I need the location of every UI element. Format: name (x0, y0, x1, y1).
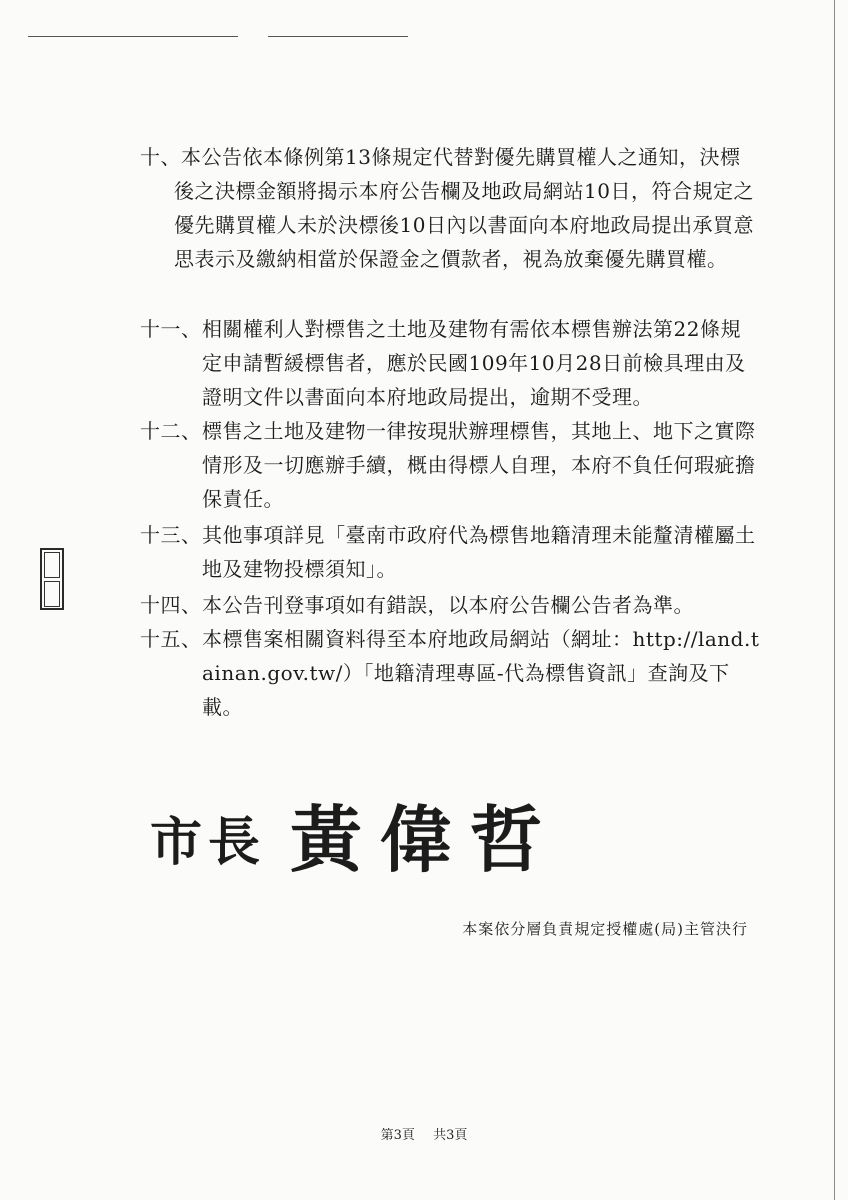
page-current: 第3頁 (380, 1128, 415, 1143)
clause-number: 十、 (140, 145, 181, 169)
clause-10 (140, 140, 760, 276)
seal-box-top (44, 552, 60, 578)
clause-text: 其他事項詳見「臺南市政府代為標售地籍清理未能釐清權屬土地及建物投標須知」。 (202, 523, 756, 581)
clause-number: 十二、 (140, 419, 202, 443)
top-rule-right (268, 36, 408, 37)
clause-11 (140, 312, 760, 414)
page-number (0, 1124, 848, 1143)
clause-15 (140, 622, 760, 724)
top-rule-left (28, 36, 238, 37)
mayor-title: 市長 (150, 812, 267, 873)
authorization-note: 本案依分層負責規定授權處(局)主管決行 (462, 920, 748, 938)
clause-12 (140, 414, 760, 516)
clause-number: 十五、 (140, 627, 202, 651)
clause-text: 本公告刊登事項如有錯誤，以本府公告欄公告者為準。 (202, 593, 694, 617)
page-edge-line (834, 0, 835, 1200)
clause-13 (140, 518, 760, 586)
clause-number: 十三、 (140, 523, 202, 547)
mayor-signature (150, 782, 570, 882)
seam-seal-stamp (40, 548, 64, 610)
clause-14 (140, 588, 760, 622)
clause-text: 相關權利人對標售之土地及建物有需依本標售辦法第22條規定申請暫緩標售者，應於民國109年10月28日前檢具理由及證明文件以書面向本府地政局提出，逾期不受理。 (202, 317, 746, 409)
clause-text: 本標售案相關資料得至本府地政局網站（網址：http://land.tainan.gov.tw/）「地籍清理專區-代為標售資訊」查詢及下載。 (202, 627, 760, 719)
mayor-name: 黃偉哲 (290, 797, 561, 882)
seal-box-bottom (44, 581, 60, 607)
page-total: 共3頁 (433, 1128, 468, 1143)
clause-text: 標售之土地及建物一律按現狀辦理標售，其地上、地下之實際情形及一切應辦手續，概由得標人自理，本府不負任何瑕疵擔保責任。 (202, 419, 756, 511)
clause-text: 本公告依本條例第13條規定代替對優先購買權人之通知，決標後之決標金額將揭示本府公告欄及地政局網站10日，符合規定之優先購買權人未於決標後10日內以書面向本府地政局提出承買意思表示及繳納相當於保證金之價款者，視為放棄優先購買權。 (174, 145, 754, 271)
clause-number: 十四、 (140, 593, 202, 617)
clause-number: 十一、 (140, 317, 202, 341)
